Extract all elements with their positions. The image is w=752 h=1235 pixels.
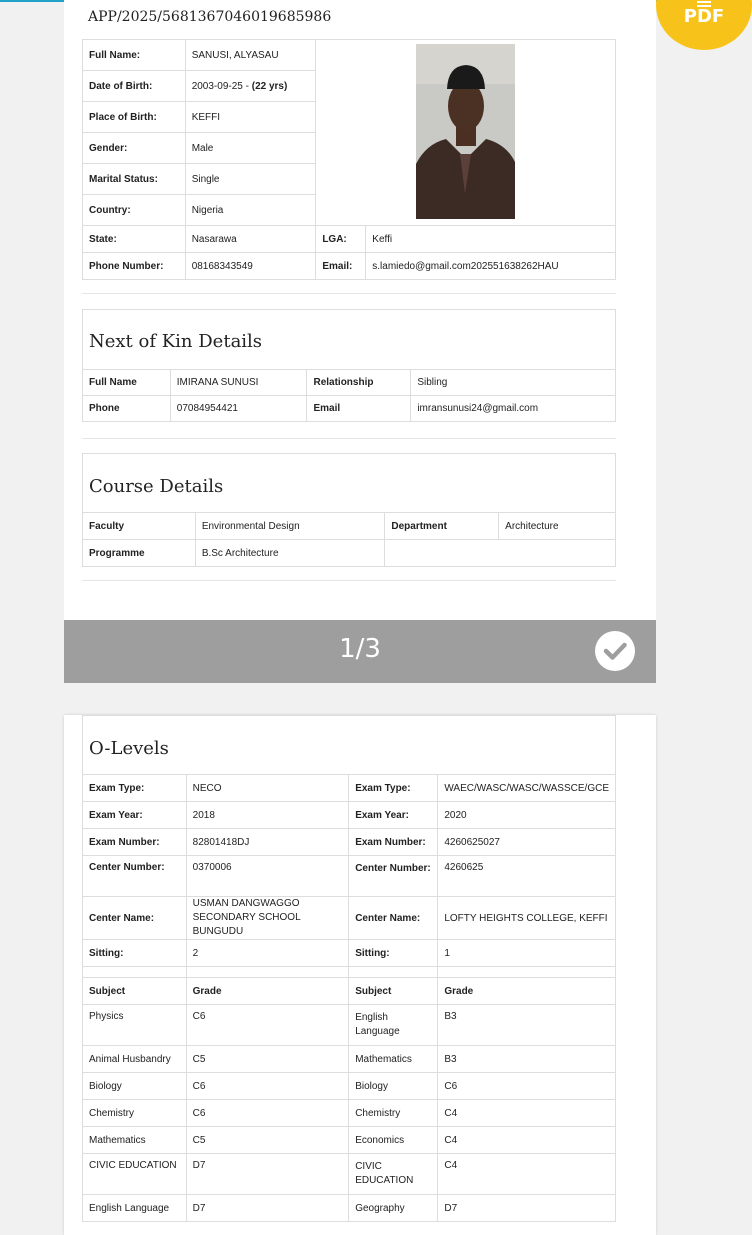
- pob-label: Place of Birth:: [83, 102, 186, 133]
- left-center-number: 0370006: [186, 856, 349, 897]
- olevels-section: [82, 715, 616, 775]
- passport-photo-cell: [316, 40, 616, 226]
- gender-label: Gender:: [83, 133, 186, 164]
- spacer-cell: [186, 967, 349, 978]
- dob-value: [185, 71, 316, 102]
- subject-header: Subject: [83, 978, 187, 1005]
- dob-date: 2003-09-25 -: [191, 80, 252, 92]
- nok-email-value: imransunusi24@gmail.com: [411, 396, 616, 422]
- center-number-label: Center Number:: [349, 856, 438, 897]
- right-center-name: LOFTY HEIGHTS COLLEGE, KEFFI: [438, 897, 616, 940]
- country-label: Country:: [83, 195, 186, 226]
- center-name-label: Center Name:: [83, 897, 187, 940]
- gender-value: Male: [185, 133, 316, 164]
- grade-header: Grade: [438, 978, 616, 1005]
- exam-number-label: Exam Number:: [349, 829, 438, 856]
- left-sitting: 2: [186, 940, 349, 967]
- right-grade: C6: [438, 1073, 616, 1100]
- right-grade: C4: [438, 1100, 616, 1127]
- nok-relationship-value: Sibling: [411, 370, 616, 396]
- right-center-number: 4260625: [438, 856, 616, 897]
- lga-label: LGA:: [316, 226, 366, 253]
- phone-label: Phone Number:: [83, 253, 186, 280]
- department-label: Department: [385, 513, 499, 540]
- left-grade: C5: [186, 1127, 349, 1154]
- left-subject: Animal Husbandry: [83, 1046, 187, 1073]
- spacer-cell: [83, 967, 187, 978]
- left-exam-type: NECO: [186, 775, 349, 802]
- right-grade: B3: [438, 1005, 616, 1046]
- country-value: Nigeria: [185, 195, 316, 226]
- email-label: Email:: [316, 253, 366, 280]
- left-center-name: USMAN DANGWAGGO SECONDARY SCHOOL BUNGUDU: [186, 897, 349, 940]
- left-grade: D7: [186, 1195, 349, 1222]
- left-grade: C6: [186, 1073, 349, 1100]
- left-subject: CIVIC EDUCATION: [83, 1154, 187, 1195]
- subject-header: Subject: [349, 978, 438, 1005]
- phone-value: 08168343549: [185, 253, 316, 280]
- document-page-1: [64, 0, 725, 620]
- faculty-value: Environmental Design: [195, 513, 385, 540]
- right-subject: Economics: [349, 1127, 438, 1154]
- center-name-label: Center Name:: [349, 897, 438, 940]
- marital-status-value: Single: [185, 164, 316, 195]
- exam-number-label: Exam Number:: [83, 829, 187, 856]
- faculty-label: Faculty: [83, 513, 196, 540]
- pob-value: KEFFI: [185, 102, 316, 133]
- right-grade: D7: [438, 1195, 616, 1222]
- nok-full-name-label: Full Name: [83, 370, 171, 396]
- olevels-table: [82, 774, 616, 1222]
- nok-full-name-value: IMIRANA SUNUSI: [170, 370, 307, 396]
- left-subject: Chemistry: [83, 1100, 187, 1127]
- course-details-section: [82, 453, 616, 513]
- right-subject: Geography: [349, 1195, 438, 1222]
- application-id: APP/2025/5681367046019685986: [88, 9, 332, 25]
- bio-data-table: [82, 39, 616, 280]
- next-of-kin-section: [82, 309, 616, 370]
- age: (22 yrs): [251, 80, 288, 92]
- passport-photo: [416, 44, 515, 219]
- exam-year-label: Exam Year:: [349, 802, 438, 829]
- sitting-label: Sitting:: [349, 940, 438, 967]
- nok-relationship-label: Relationship: [307, 370, 411, 396]
- pdf-button-label: PDF: [683, 6, 725, 27]
- left-exam-number: 82801418DJ: [186, 829, 349, 856]
- divider: [82, 438, 616, 439]
- left-grade: C6: [186, 1100, 349, 1127]
- next-of-kin-title: Next of Kin Details: [89, 331, 263, 352]
- grade-header: Grade: [186, 978, 349, 1005]
- marital-status-label: Marital Status:: [83, 164, 186, 195]
- divider: [82, 580, 616, 581]
- programme-value: B.Sc Architecture: [195, 540, 385, 567]
- full-name-value: SANUSI, ALYASAU: [185, 40, 316, 71]
- page-indicator-bar: [64, 620, 656, 683]
- exam-type-label: Exam Type:: [83, 775, 187, 802]
- spacer-cell: [438, 967, 616, 978]
- state-label: State:: [83, 226, 186, 253]
- lga-value: Keffi: [366, 226, 616, 253]
- right-subject: CIVIC EDUCATION: [349, 1154, 438, 1195]
- full-name-label: Full Name:: [83, 40, 186, 71]
- divider: [82, 293, 616, 294]
- right-grade: B3: [438, 1046, 616, 1073]
- exam-year-label: Exam Year:: [83, 802, 187, 829]
- left-subject: Biology: [83, 1073, 187, 1100]
- exam-type-label: Exam Type:: [349, 775, 438, 802]
- next-of-kin-table: [82, 369, 616, 422]
- pdf-download-button[interactable]: [656, 0, 752, 50]
- right-subject: English Language: [349, 1005, 438, 1046]
- state-value: Nasarawa: [185, 226, 316, 253]
- nok-phone-label: Phone: [83, 396, 171, 422]
- course-details-table: [82, 512, 616, 567]
- right-exam-type: WAEC/WASC/WASC/WASSCE/GCE: [438, 775, 616, 802]
- course-details-title: Course Details: [89, 476, 224, 497]
- empty-cell: [385, 540, 616, 567]
- left-grade: D7: [186, 1154, 349, 1195]
- check-mark-icon: [595, 631, 635, 671]
- nok-phone-value: 07084954421: [170, 396, 307, 422]
- left-exam-year: 2018: [186, 802, 349, 829]
- department-value: Architecture: [499, 513, 616, 540]
- left-subject: English Language: [83, 1195, 187, 1222]
- right-sitting: 1: [438, 940, 616, 967]
- olevels-title: O-Levels: [89, 738, 169, 759]
- right-grade: C4: [438, 1154, 616, 1195]
- check-icon[interactable]: [595, 631, 635, 671]
- left-subject: Mathematics: [83, 1127, 187, 1154]
- left-subject: Physics: [83, 1005, 187, 1046]
- right-subject: Biology: [349, 1073, 438, 1100]
- right-exam-year: 2020: [438, 802, 616, 829]
- left-grade: C5: [186, 1046, 349, 1073]
- sitting-label: Sitting:: [83, 940, 187, 967]
- email-value: s.lamiedo@gmail.com202551638262HAU: [366, 253, 616, 280]
- right-grade: C4: [438, 1127, 616, 1154]
- left-grade: C6: [186, 1005, 349, 1046]
- document-page-2: [64, 715, 656, 1235]
- right-subject: Mathematics: [349, 1046, 438, 1073]
- dob-label: Date of Birth:: [83, 71, 186, 102]
- page-indicator-text: 1/3: [339, 634, 381, 664]
- right-exam-number: 4260625027: [438, 829, 616, 856]
- programme-label: Programme: [83, 540, 196, 567]
- spacer-cell: [349, 967, 438, 978]
- right-subject: Chemistry: [349, 1100, 438, 1127]
- center-number-label: Center Number:: [83, 856, 187, 897]
- nok-email-label: Email: [307, 396, 411, 422]
